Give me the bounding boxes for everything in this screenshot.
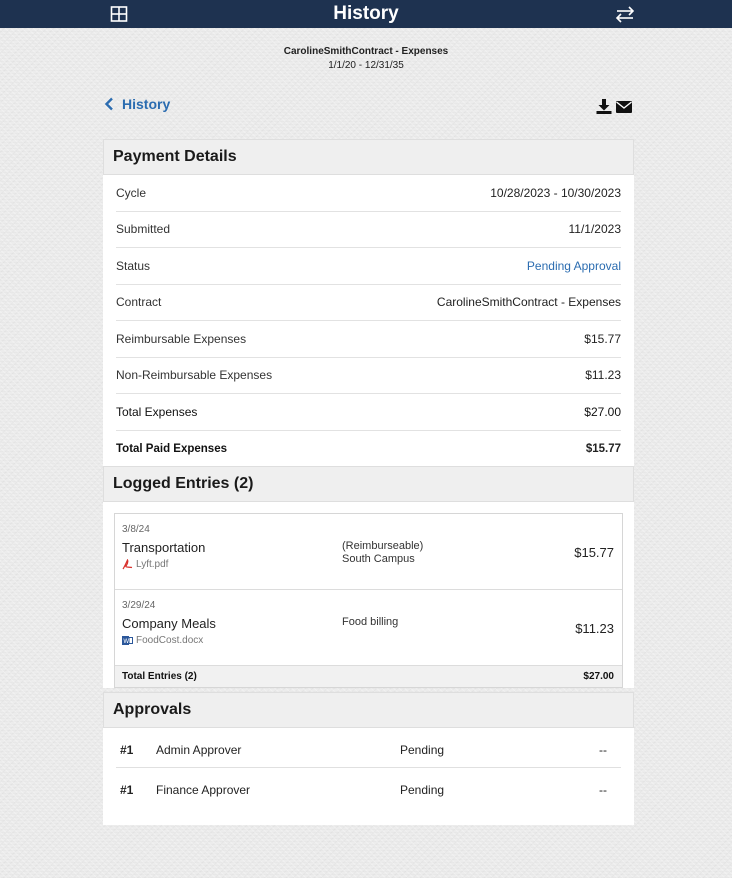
- email-icon[interactable]: [616, 100, 632, 118]
- approver-name: Admin Approver: [156, 743, 242, 757]
- back-link-label: History: [122, 96, 171, 112]
- status-value: Pending Approval: [526, 258, 621, 273]
- approval-date: --: [599, 783, 607, 797]
- entry-title: Transportation: [122, 540, 206, 555]
- entry-amount: $11.23: [575, 621, 614, 636]
- approval-status: Pending: [400, 743, 445, 757]
- contract-header: [0, 46, 732, 71]
- logged-entries-card: [103, 466, 634, 688]
- attachment-name: Lyft.pdf: [136, 559, 169, 570]
- detail-value: $27.00: [584, 404, 621, 419]
- detail-row-total-expenses: [116, 394, 621, 431]
- approval-row: [116, 728, 621, 768]
- detail-row-contract: [116, 285, 621, 322]
- detail-value: 11/1/2023: [568, 222, 621, 237]
- detail-label: Submitted: [116, 222, 171, 237]
- back-link[interactable]: [104, 96, 170, 112]
- detail-row-total-paid: [116, 431, 621, 468]
- contract-title: CarolineSmithContract - Expenses: [283, 46, 449, 57]
- chevron-left-icon: [104, 97, 114, 111]
- entries-total-row: [115, 666, 622, 688]
- pdf-icon: [122, 559, 133, 570]
- detail-value: $15.77: [584, 331, 621, 346]
- entry-description-line: Food billing: [342, 616, 399, 628]
- list-item[interactable]: [115, 514, 622, 590]
- action-icons: [596, 99, 632, 119]
- approval-number: #1: [120, 743, 134, 757]
- detail-value: $11.23: [585, 368, 621, 383]
- entry-date: 3/8/24: [122, 524, 150, 535]
- entry-description: [342, 540, 423, 566]
- entry-date: 3/29/24: [122, 600, 156, 611]
- detail-label: Status: [116, 258, 151, 273]
- detail-row-reimbursable: [116, 321, 621, 358]
- contract-dates: 1/1/20 - 12/31/35: [328, 60, 404, 71]
- detail-label: Total Expenses: [116, 404, 198, 419]
- entries-total-value: $27.00: [583, 671, 614, 682]
- page-title: History: [333, 3, 399, 24]
- approver-name: Finance Approver: [156, 783, 251, 797]
- detail-row-cycle: [116, 175, 621, 212]
- approval-date: --: [599, 743, 607, 757]
- entry-attachment[interactable]: [122, 559, 168, 570]
- attachment-name: FoodCost.docx: [136, 635, 204, 646]
- detail-label: Cycle: [116, 185, 147, 200]
- top-app-bar: [0, 0, 732, 28]
- entry-amount: $15.77: [574, 545, 614, 560]
- grid-icon[interactable]: [110, 5, 128, 23]
- payment-details-heading: Payment Details: [103, 139, 634, 175]
- detail-value: $15.77: [585, 442, 621, 455]
- entries-total-label: Total Entries (2): [122, 671, 197, 682]
- svg-text:W: W: [123, 638, 130, 645]
- entry-description: [342, 616, 398, 629]
- detail-label: Reimbursable Expenses: [116, 331, 247, 346]
- entries-list: [114, 513, 623, 688]
- detail-row-submitted: [116, 212, 621, 249]
- entry-attachment[interactable]: [122, 635, 203, 646]
- detail-value: 10/28/2023 - 10/30/2023: [490, 185, 621, 200]
- detail-row-non-reimbursable: [116, 358, 621, 395]
- word-doc-icon: [122, 635, 133, 646]
- download-icon[interactable]: [596, 99, 613, 119]
- approval-status: Pending: [400, 783, 445, 797]
- approvals-card: [103, 692, 634, 825]
- entry-description-line: (Reimburseable): [342, 540, 424, 552]
- detail-value: CarolineSmithContract - Expenses: [436, 295, 621, 310]
- entry-description-line: South Campus: [342, 553, 415, 565]
- entry-title: Company Meals: [122, 616, 216, 631]
- logged-entries-heading: Logged Entries (2): [103, 466, 634, 502]
- payment-details-card: [103, 139, 634, 467]
- approval-row: [116, 768, 621, 808]
- list-item[interactable]: [115, 590, 622, 666]
- detail-label: Non-Reimbursable Expenses: [116, 368, 273, 383]
- approvals-heading: Approvals: [103, 692, 634, 728]
- detail-label: Total Paid Expenses: [116, 442, 227, 455]
- detail-row-status: [116, 248, 621, 285]
- swap-arrows-icon[interactable]: [614, 4, 636, 24]
- approval-number: #1: [120, 783, 134, 797]
- detail-label: Contract: [116, 295, 162, 310]
